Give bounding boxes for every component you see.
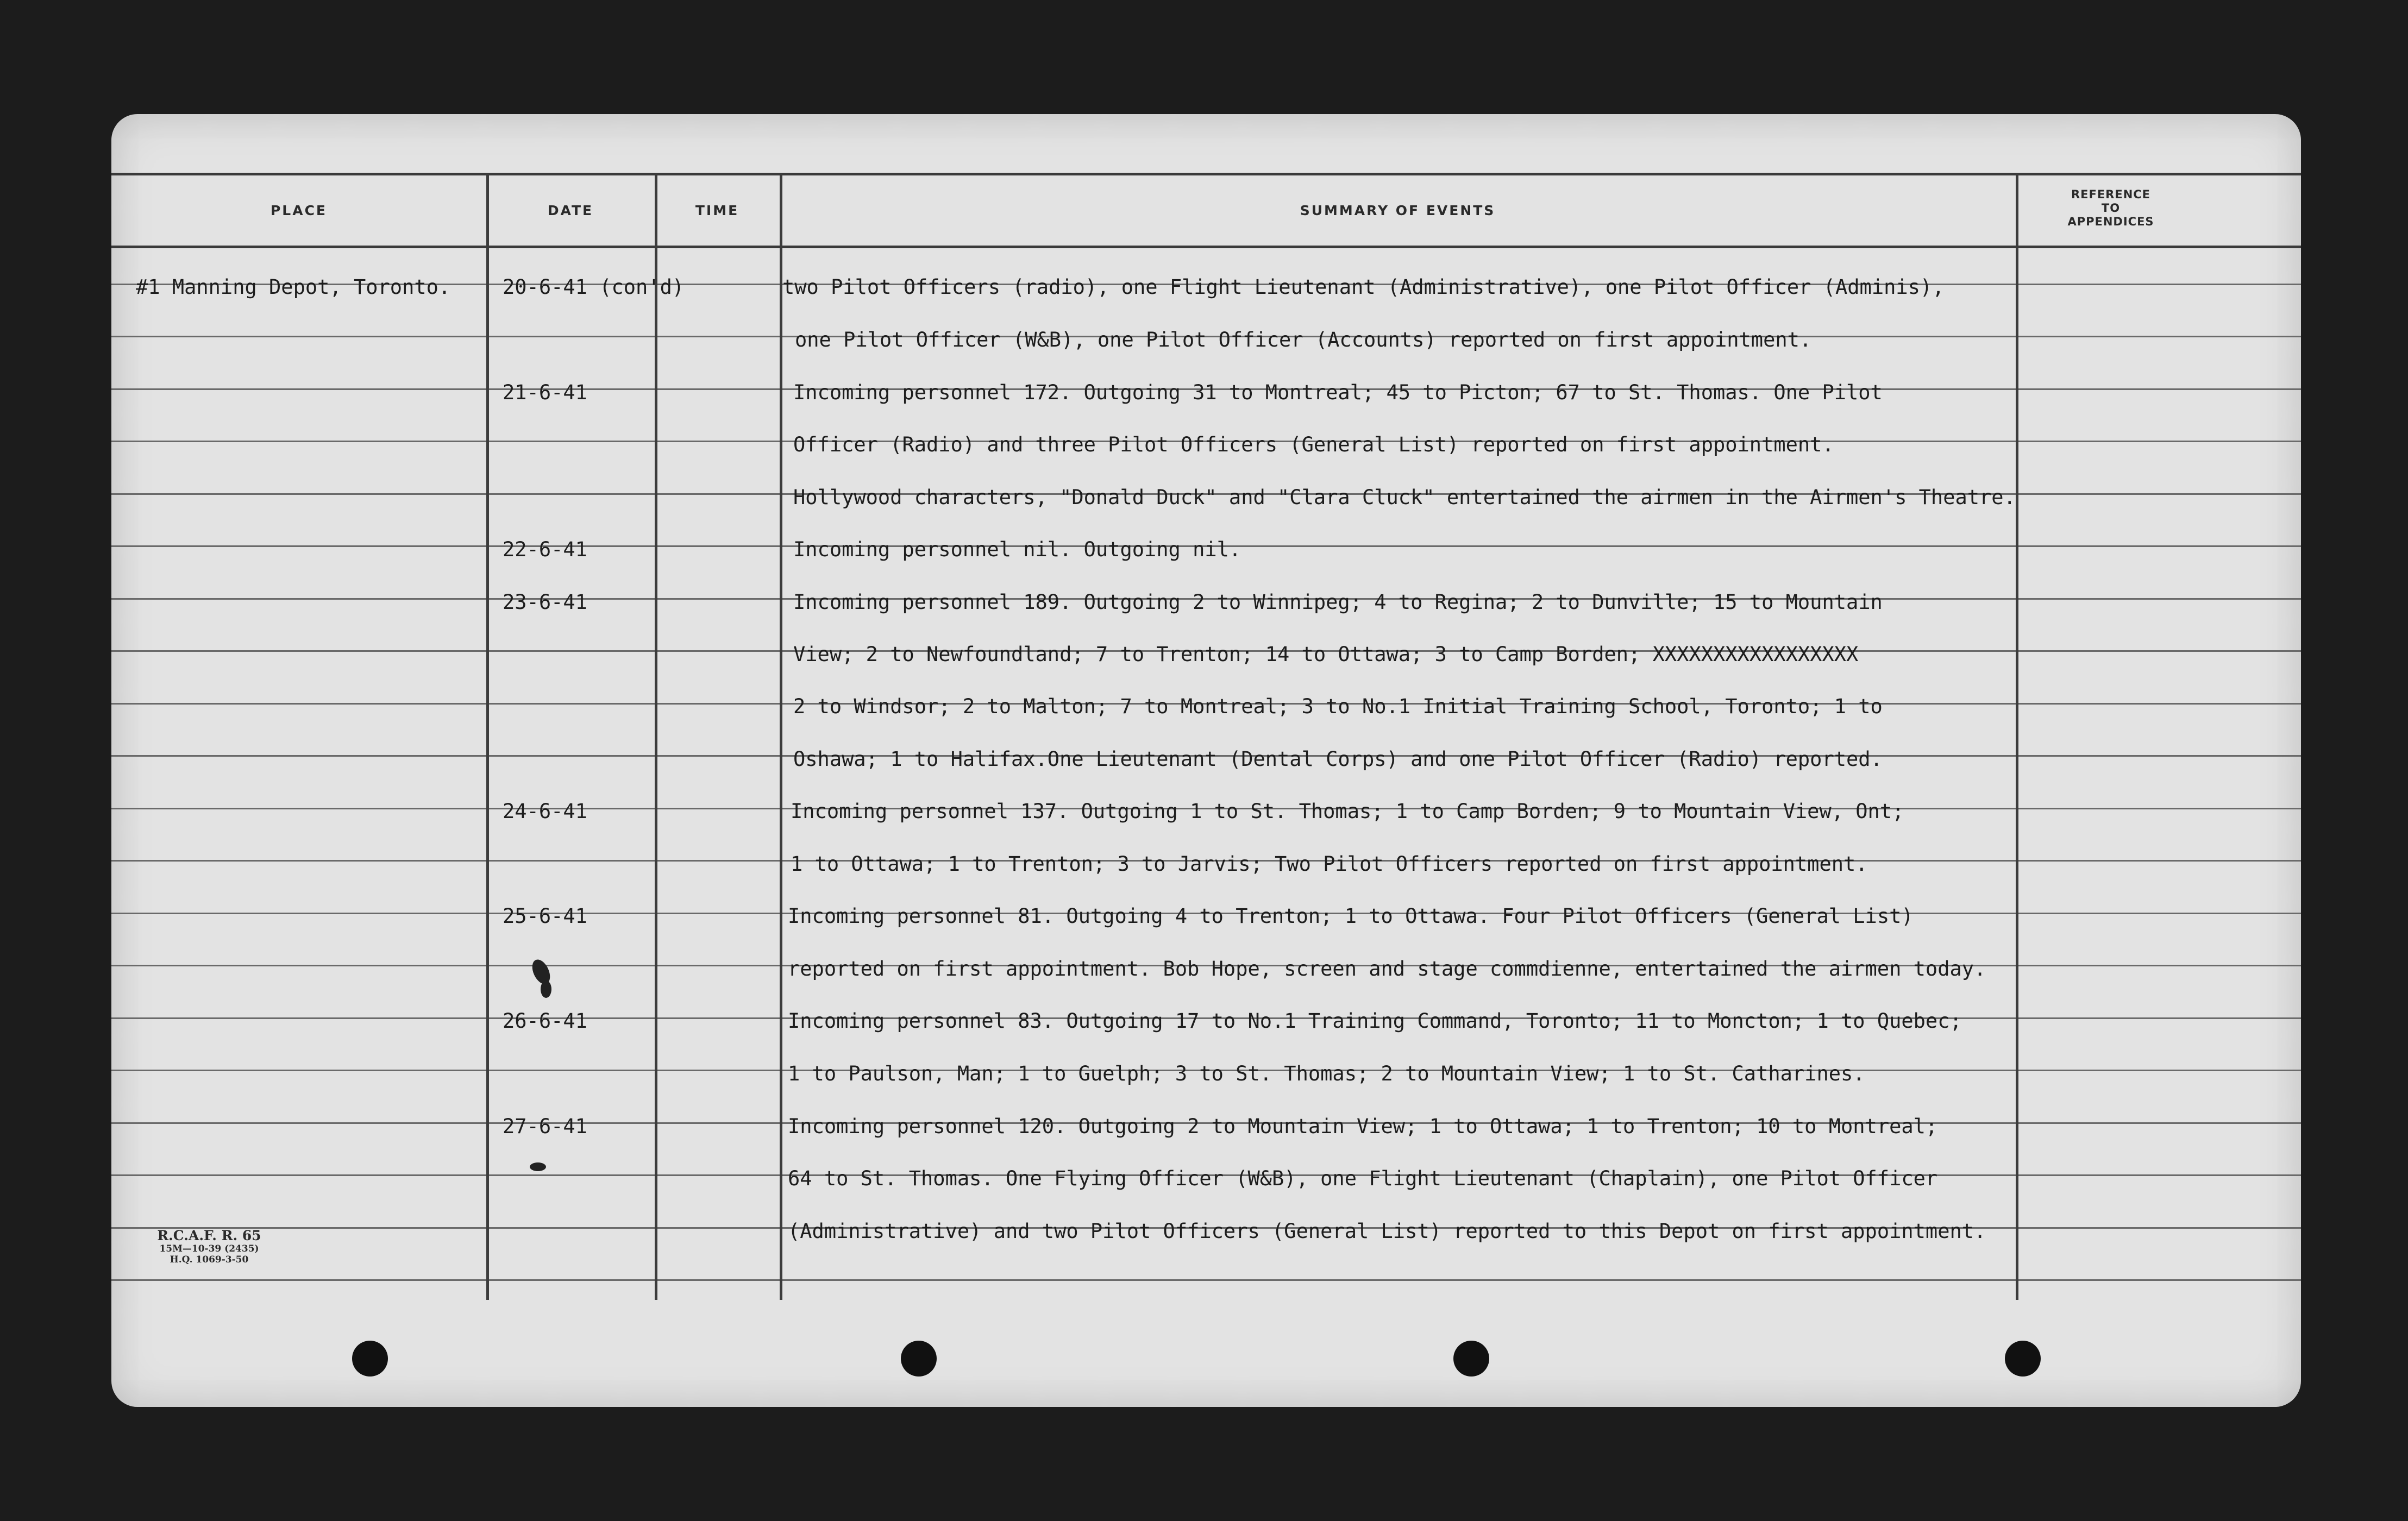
- summary-line: (Administrative) and two Pilot Officers (General List) reported to this Depot on first appointment.: [788, 1220, 1986, 1243]
- ink-smudge: [530, 1162, 546, 1171]
- column-divider-time-summary: [780, 173, 782, 1300]
- date-entry: 25-6-41: [503, 904, 587, 928]
- summary-line: Incoming personnel 137. Outgoing 1 to St. Thomas; 1 to Camp Borden; 9 to Mountain View, Ont;: [791, 800, 1904, 823]
- date-entry: 24-6-41: [503, 800, 587, 823]
- date-entry: 23-6-41: [503, 590, 587, 614]
- column-divider-date-time: [655, 173, 657, 1300]
- summary-line: Oshawa; 1 to Halifax.One Lieutenant (Dental Corps) and one Pilot Officer (Radio) reported.: [793, 747, 1883, 771]
- binder-hole: [1453, 1341, 1489, 1377]
- form-code-line: H.Q. 1069-3-50: [170, 1254, 249, 1265]
- binder-hole: [2005, 1341, 2041, 1377]
- form-code-line: R.C.A.F. R. 65: [157, 1228, 261, 1243]
- header-top-rule: [111, 173, 2301, 175]
- summary-line: one Pilot Officer (W&B), one Pilot Officer (Accounts) reported on first appointment.: [795, 328, 1812, 351]
- ink-smudge: [529, 957, 554, 986]
- date-entry: 26-6-41: [503, 1009, 587, 1033]
- form-code: [128, 1228, 291, 1265]
- summary-line: 2 to Windsor; 2 to Malton; 7 to Montreal; 3 to No.1 Initial Training School, Toronto; 1 to: [793, 695, 1883, 718]
- summary-line: Incoming personnel 81. Outgoing 4 to Trenton; 1 to Ottawa. Four Pilot Officers (General List): [788, 904, 1914, 928]
- header-bottom-rule: [111, 246, 2301, 248]
- form-code-line: 15M—10-39 (2435): [159, 1243, 259, 1254]
- header-reference-line: APPENDICES: [2067, 215, 2154, 228]
- ink-smudge: [541, 981, 551, 998]
- summary-line: two Pilot Officers (radio), one Flight Lieutenant (Administrative), one Pilot Officer (Adminis),: [782, 275, 1945, 299]
- summary-line: Incoming personnel 83. Outgoing 17 to No.1 Training Command, Toronto; 11 to Moncton; 1 to Quebec;: [788, 1009, 1962, 1033]
- column-divider-place-date: [486, 173, 489, 1300]
- header-reference-line: TO: [2101, 202, 2121, 215]
- summary-line: Incoming personnel 189. Outgoing 2 to Winnipeg; 4 to Regina; 2 to Dunville; 15 to Mountain: [793, 590, 1883, 614]
- place-entry: #1 Manning Depot, Toronto.: [136, 275, 451, 299]
- binder-hole: [352, 1341, 388, 1377]
- summary-line: Incoming personnel 120. Outgoing 2 to Mountain View; 1 to Ottawa; 1 to Trenton; 10 to Montreal;: [788, 1115, 1938, 1138]
- summary-line: reported on first appointment. Bob Hope, screen and stage commdienne, entertained the airmen today.: [788, 957, 1986, 981]
- header-reference-line: REFERENCE: [2071, 188, 2151, 201]
- header-summary-of-events: SUMMARY OF EVENTS: [1300, 203, 1496, 218]
- header-place: PLACE: [270, 203, 328, 218]
- binder-hole: [901, 1341, 937, 1377]
- header-reference-to-appendices: [2016, 188, 2206, 229]
- header-time: TIME: [695, 203, 739, 218]
- summary-line: 64 to St. Thomas. One Flying Officer (W&B), one Flight Lieutenant (Chaplain), one Pilot Officer: [788, 1167, 1938, 1190]
- summary-line: Incoming personnel 172. Outgoing 31 to Montreal; 45 to Picton; 67 to St. Thomas. One Pilot: [793, 381, 1883, 404]
- war-diary-form: [111, 114, 2301, 1407]
- summary-line: View; 2 to Newfoundland; 7 to Trenton; 14 to Ottawa; 3 to Camp Borden; XXXXXXXXXXXXXXXXX: [793, 643, 1859, 666]
- summary-line: Hollywood characters, "Donald Duck" and "Clara Cluck" entertained the airmen in the Airmen's Theatre.: [793, 486, 2016, 509]
- header-date: DATE: [547, 203, 594, 218]
- summary-line: Officer (Radio) and three Pilot Officers (General List) reported on first appointment.: [793, 433, 1834, 456]
- date-entry: 20-6-41 (con'd): [503, 275, 685, 299]
- summary-line: Incoming personnel nil. Outgoing nil.: [793, 538, 1241, 561]
- column-divider-summary-reference: [2016, 173, 2018, 1300]
- summary-line: 1 to Ottawa; 1 to Trenton; 3 to Jarvis; Two Pilot Officers reported on first appointment.: [791, 852, 1868, 876]
- date-entry: 21-6-41: [503, 381, 587, 404]
- summary-line: 1 to Paulson, Man; 1 to Guelph; 3 to St. Thomas; 2 to Mountain View; 1 to St. Catharines.: [788, 1062, 1865, 1085]
- date-entry: 22-6-41: [503, 538, 587, 561]
- date-entry: 27-6-41: [503, 1115, 587, 1138]
- ruled-line: [111, 1279, 2301, 1281]
